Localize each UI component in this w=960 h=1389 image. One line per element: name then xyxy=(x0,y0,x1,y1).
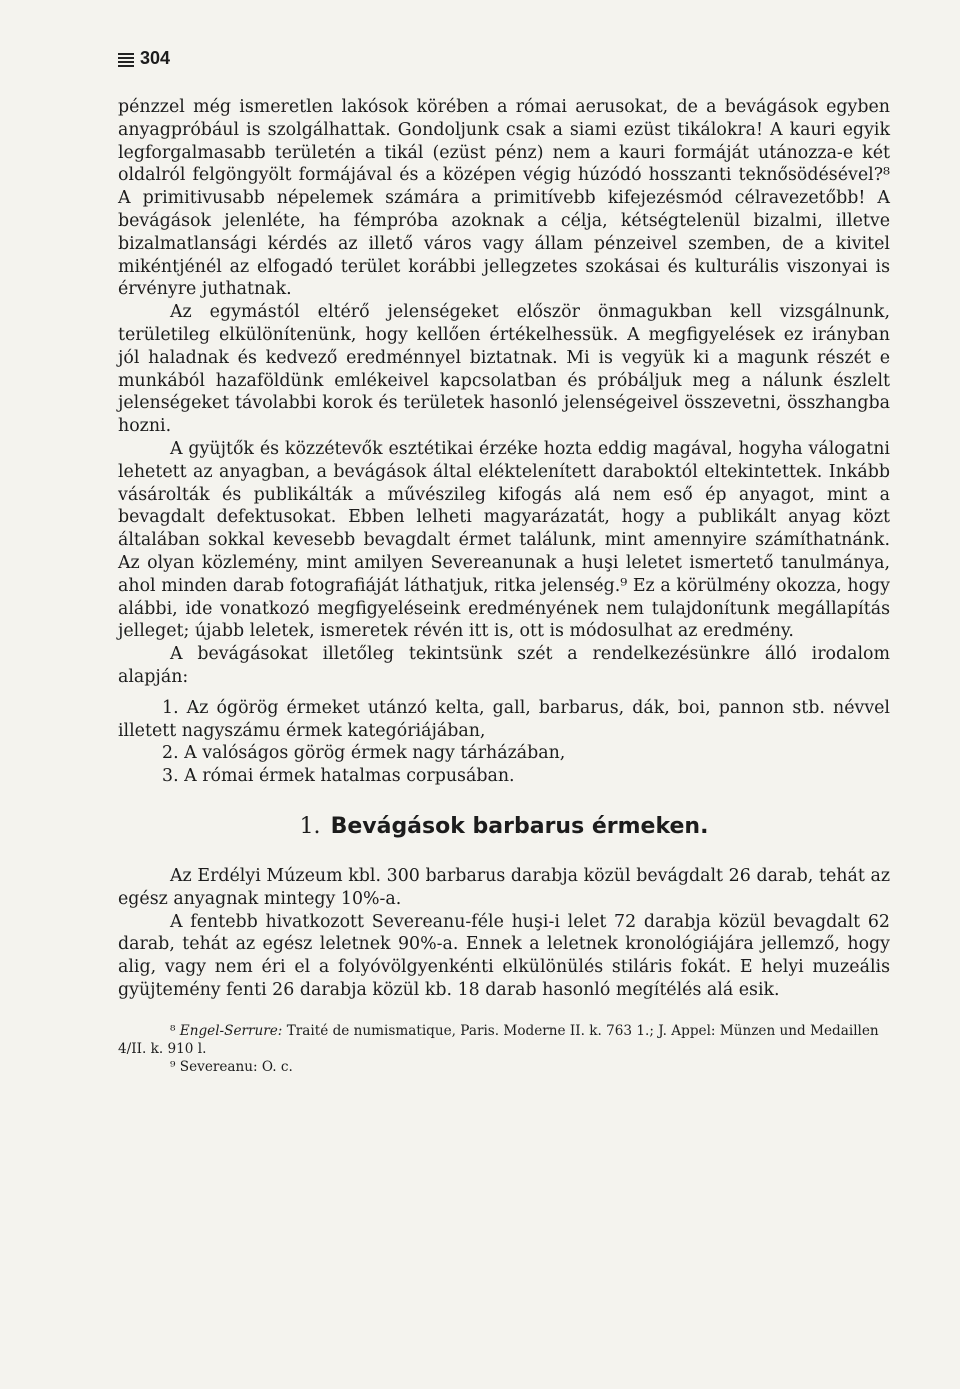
page-body xyxy=(118,96,890,1076)
list-item: 2. A valóságos görög érmek nagy tárházában, xyxy=(162,743,566,764)
paragraph-2: Az egymástól eltérő jelenségeket először önmagukban kell vizsgálnunk, területileg elkülönítenünk, hogy kellően értékelhessük. A megfigyelések ez irányban jól haladnak és kedvező eredménnyel biztatnak. Mi is vegyük ki a magunk részét e munkából hazaföldünk emlékeivel kapcsolatban és próbáljuk meg a nálunk észlelt jelenségeket távolabbi korok és területek hasonló jelenségeivel összevetni, összhangba hozni. xyxy=(118,302,890,437)
list-item: 3. A római érmek hatalmas corpusában. xyxy=(162,766,515,787)
section-number: 1. xyxy=(299,813,321,839)
footnote-marker: ⁸ xyxy=(170,1022,176,1039)
page-number: 304 xyxy=(140,48,171,68)
footnote-text: Severeanu: O. c. xyxy=(179,1058,293,1075)
section-paragraph-2: A fentebb hivatkozott Severeanu-féle huşi-i lelet 72 darabja közül bevagdalt 62 darab, tehát az egész leletnek 90%-a. Ennek a leletnek kronológiájára jellemző, hogy alig, vagy nem éri el a folyóvölgyenkénti elkülönülés stiláris fokát. E helyi muzeális gyüjtemény fenti 26 darabja közül kb. 18 darab hasonló megítélés alá esik. xyxy=(118,911,890,1000)
section-heading xyxy=(118,814,890,839)
footnote-text: Traité de numismatique, Paris. Moderne II. k. 763 1.; J. Appel: Münzen und Medaillen 4/II. k. 910 l. xyxy=(118,1022,879,1057)
footnote-8 xyxy=(118,1022,890,1058)
publisher-logo-icon xyxy=(118,51,134,67)
section-paragraph-1: Az Erdélyi Múzeum kbl. 300 barbarus darabja közül bevágdalt 26 darab, tehát az egész anyagnak mintegy 10%-a. xyxy=(118,865,890,909)
footnote-marker: ⁹ xyxy=(170,1058,176,1075)
page-header xyxy=(118,48,170,69)
paragraph-4: A bevágásokat illetőleg tekintsünk szét a rendelkezésünkre álló irodalom alapján: xyxy=(118,644,890,687)
paragraph-1: pénzzel még ismeretlen lakósok körében a római aerusokat, de a bevágások egyben anyagpróbául is szolgálhattak. Gondoljunk csak a siami ezüst tikálokra! A kauri egyik legforgalmasabb területén a tikál (ezüst pénz) nem a kauri formáját utánozza-e két oldalról felgöngyölt formájával és a középen végig húzódó hosszanti teknősödésével?⁸ A primitivusabb népelemek számára a primitívebb kifejezésmód célravezetőbb! A bevágások jelenléte, ha fémpróba azoknak a célja, kétségtelenül bizalmi, illetve bizalmatlansági kérdés az illető város vagy állam pénzeivel szemben, de a kivitel mikéntjénél az elfogadó terület korábbi jellegzetes szokásai és kulturális viszonyai is érvényre juthatnak. xyxy=(118,97,890,300)
paragraph-3: A gyüjtők és közzétevők esztétikai érzéke hozta eddig magával, hogyha válogatni lehetett az anyagban, a bevágások által eléktelenített daraboktól eltekintettek. Inkább vásárolták és publikálták a művészileg kifogás alá nem eső ép anyagot, mint a bevagdalt defektusokat. Ebben lelheti magyarázatát, hogy a publikált anyag közt általában sokkal kevesebb bevagdalt érmet találunk, mint amennyire számíthatnánk. Az olyan közlemény, mint amilyen Severeanunak a huşi leletet ismertető tanulmánya, ahol minden darab fotografiáját láthatjuk, ritka jelenség.⁹ Ez a körülmény okozza, hogy alábbi, ide vonatkozó megfigyeléseink eredményének nem tulajdonítunk megállapítás jelleget; újabb leletek, ismeretek révén itt is, ott is módosulhat az eredmény. xyxy=(118,438,890,642)
literature-list xyxy=(118,697,890,788)
footnote-author: Engel-Serrure: xyxy=(179,1022,283,1039)
section-title: Bevágások barbarus érmeken. xyxy=(330,813,709,839)
list-item: 1. Az ógörög érmeket utánzó kelta, gall, barbarus, dák, boi, pannon stb. névvel illetett nagyszámu érmek kategóriájában, xyxy=(118,697,890,741)
footnote-9 xyxy=(118,1058,890,1076)
